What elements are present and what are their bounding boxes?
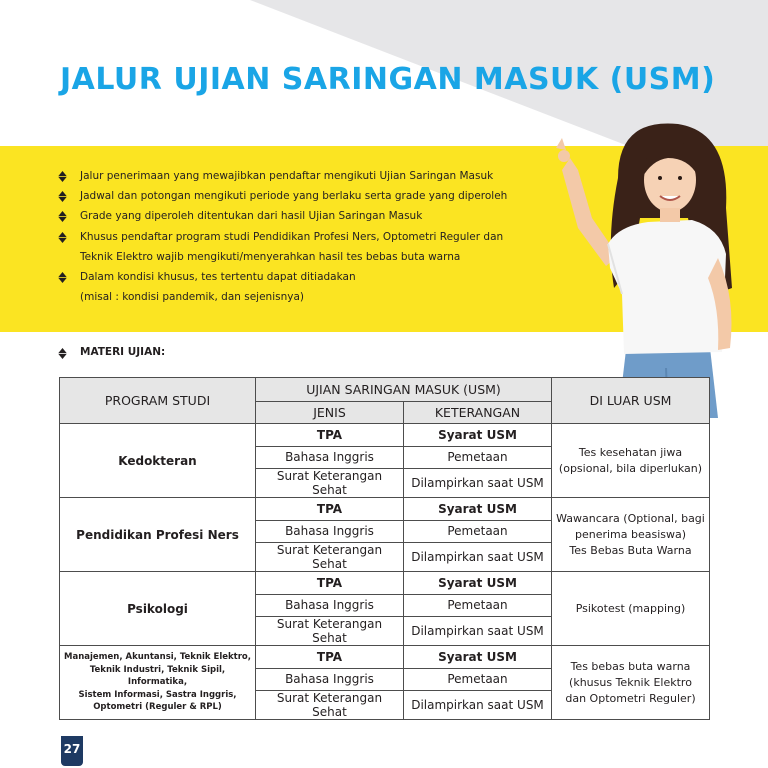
- jenis-cell: TPA: [256, 498, 404, 521]
- keterangan-cell: Pemetaan: [404, 594, 552, 617]
- jenis-cell: Bahasa Inggris: [256, 446, 404, 469]
- bullet-item: [58, 186, 558, 206]
- keterangan-cell: Dilampirkan saat USM: [404, 617, 552, 646]
- jenis-cell: Bahasa Inggris: [256, 520, 404, 543]
- keterangan-cell: Dilampirkan saat USM: [404, 469, 552, 498]
- luar-usm-cell: Tes kesehatan jiwa (opsional, bila diperlukan): [552, 424, 710, 498]
- jenis-cell: Bahasa Inggris: [256, 668, 404, 691]
- materi-ujian-label: [58, 346, 165, 358]
- keterangan-cell: Pemetaan: [404, 520, 552, 543]
- luar-usm-cell: Tes bebas buta warna (khusus Teknik Elektro dan Optometri Reguler): [552, 646, 710, 720]
- jenis-cell: Bahasa Inggris: [256, 594, 404, 617]
- keterangan-cell: Syarat USM: [404, 572, 552, 595]
- program-cell: Psikologi: [60, 572, 256, 646]
- keterangan-cell: Pemetaan: [404, 446, 552, 469]
- materi-ujian-text: MATERI UJIAN:: [80, 346, 166, 358]
- bullet-item: [58, 206, 558, 226]
- diamond-bullet-icon: [58, 171, 67, 182]
- header-usm: UJIAN SARINGAN MASUK (USM): [256, 378, 552, 402]
- keterangan-cell: Dilampirkan saat USM: [404, 691, 552, 720]
- bullet-item: [58, 166, 558, 186]
- bullet-text-continued: Teknik Elektro wajib mengikuti/menyerahkan hasil tes bebas buta warna: [80, 250, 461, 263]
- diamond-bullet-icon: [58, 211, 67, 222]
- luar-usm-cell: Wawancara (Optional, bagi penerima beasiswa) Tes Bebas Buta Warna: [552, 498, 710, 572]
- header-keterangan: KETERANGAN: [404, 402, 552, 424]
- header-di-luar-usm: DI LUAR USM: [552, 378, 710, 424]
- jenis-cell: TPA: [256, 572, 404, 595]
- table-row: [60, 646, 710, 669]
- keterangan-cell: Syarat USM: [404, 424, 552, 447]
- bullet-text: Jalur penerimaan yang mewajibkan pendaftar mengikuti Ujian Saringan Masuk: [80, 170, 494, 182]
- keterangan-cell: Dilampirkan saat USM: [404, 543, 552, 572]
- page-title: JALUR UJIAN SARINGAN MASUK (USM): [60, 62, 716, 97]
- jenis-cell: Surat Keterangan Sehat: [256, 617, 404, 646]
- info-bullet-list: [58, 166, 558, 307]
- program-cell: Pendidikan Profesi Ners: [60, 498, 256, 572]
- jenis-cell: Surat Keterangan Sehat: [256, 469, 404, 498]
- table-row: [60, 572, 710, 595]
- bullet-item: [58, 267, 558, 307]
- jenis-cell: Surat Keterangan Sehat: [256, 691, 404, 720]
- luar-usm-cell: Psikotest (mapping): [552, 572, 710, 646]
- keterangan-cell: Syarat USM: [404, 646, 552, 669]
- table-row: [60, 498, 710, 521]
- bullet-item: [58, 227, 558, 267]
- header-jenis: JENIS: [256, 402, 404, 424]
- diamond-bullet-icon: [58, 348, 67, 359]
- bullet-text: Khusus pendaftar program studi Pendidikan Profesi Ners, Optometri Reguler dan: [80, 230, 504, 243]
- bullet-text: Jadwal dan potongan mengikuti periode yang berlaku serta grade yang diperoleh: [80, 190, 508, 203]
- exam-material-table: [59, 377, 710, 720]
- program-cell: Manajemen, Akuntansi, Teknik Elektro, Teknik Industri, Teknik Sipil, Informatika, Sistem Informasi, Sastra Inggris, Optometri (Reguler & RPL): [60, 646, 256, 720]
- header-program-studi: PROGRAM STUDI: [60, 378, 256, 424]
- page-number-badge: 27: [61, 736, 83, 766]
- diamond-bullet-icon: [58, 272, 67, 283]
- jenis-cell: TPA: [256, 646, 404, 669]
- bullet-text: Dalam kondisi khusus, tes tertentu dapat ditiadakan: [80, 271, 356, 284]
- student-pointing-illustration: [548, 118, 768, 418]
- diamond-bullet-icon: [58, 232, 67, 243]
- bullet-text-continued: (misal : kondisi pandemik, dan sejenisnya): [80, 291, 304, 304]
- jenis-cell: Surat Keterangan Sehat: [256, 543, 404, 572]
- keterangan-cell: Pemetaan: [404, 668, 552, 691]
- keterangan-cell: Syarat USM: [404, 498, 552, 521]
- program-cell: Kedokteran: [60, 424, 256, 498]
- jenis-cell: TPA: [256, 424, 404, 447]
- table-row: [60, 424, 710, 447]
- bullet-text: Grade yang diperoleh ditentukan dari hasil Ujian Saringan Masuk: [80, 210, 423, 223]
- diamond-bullet-icon: [58, 191, 67, 202]
